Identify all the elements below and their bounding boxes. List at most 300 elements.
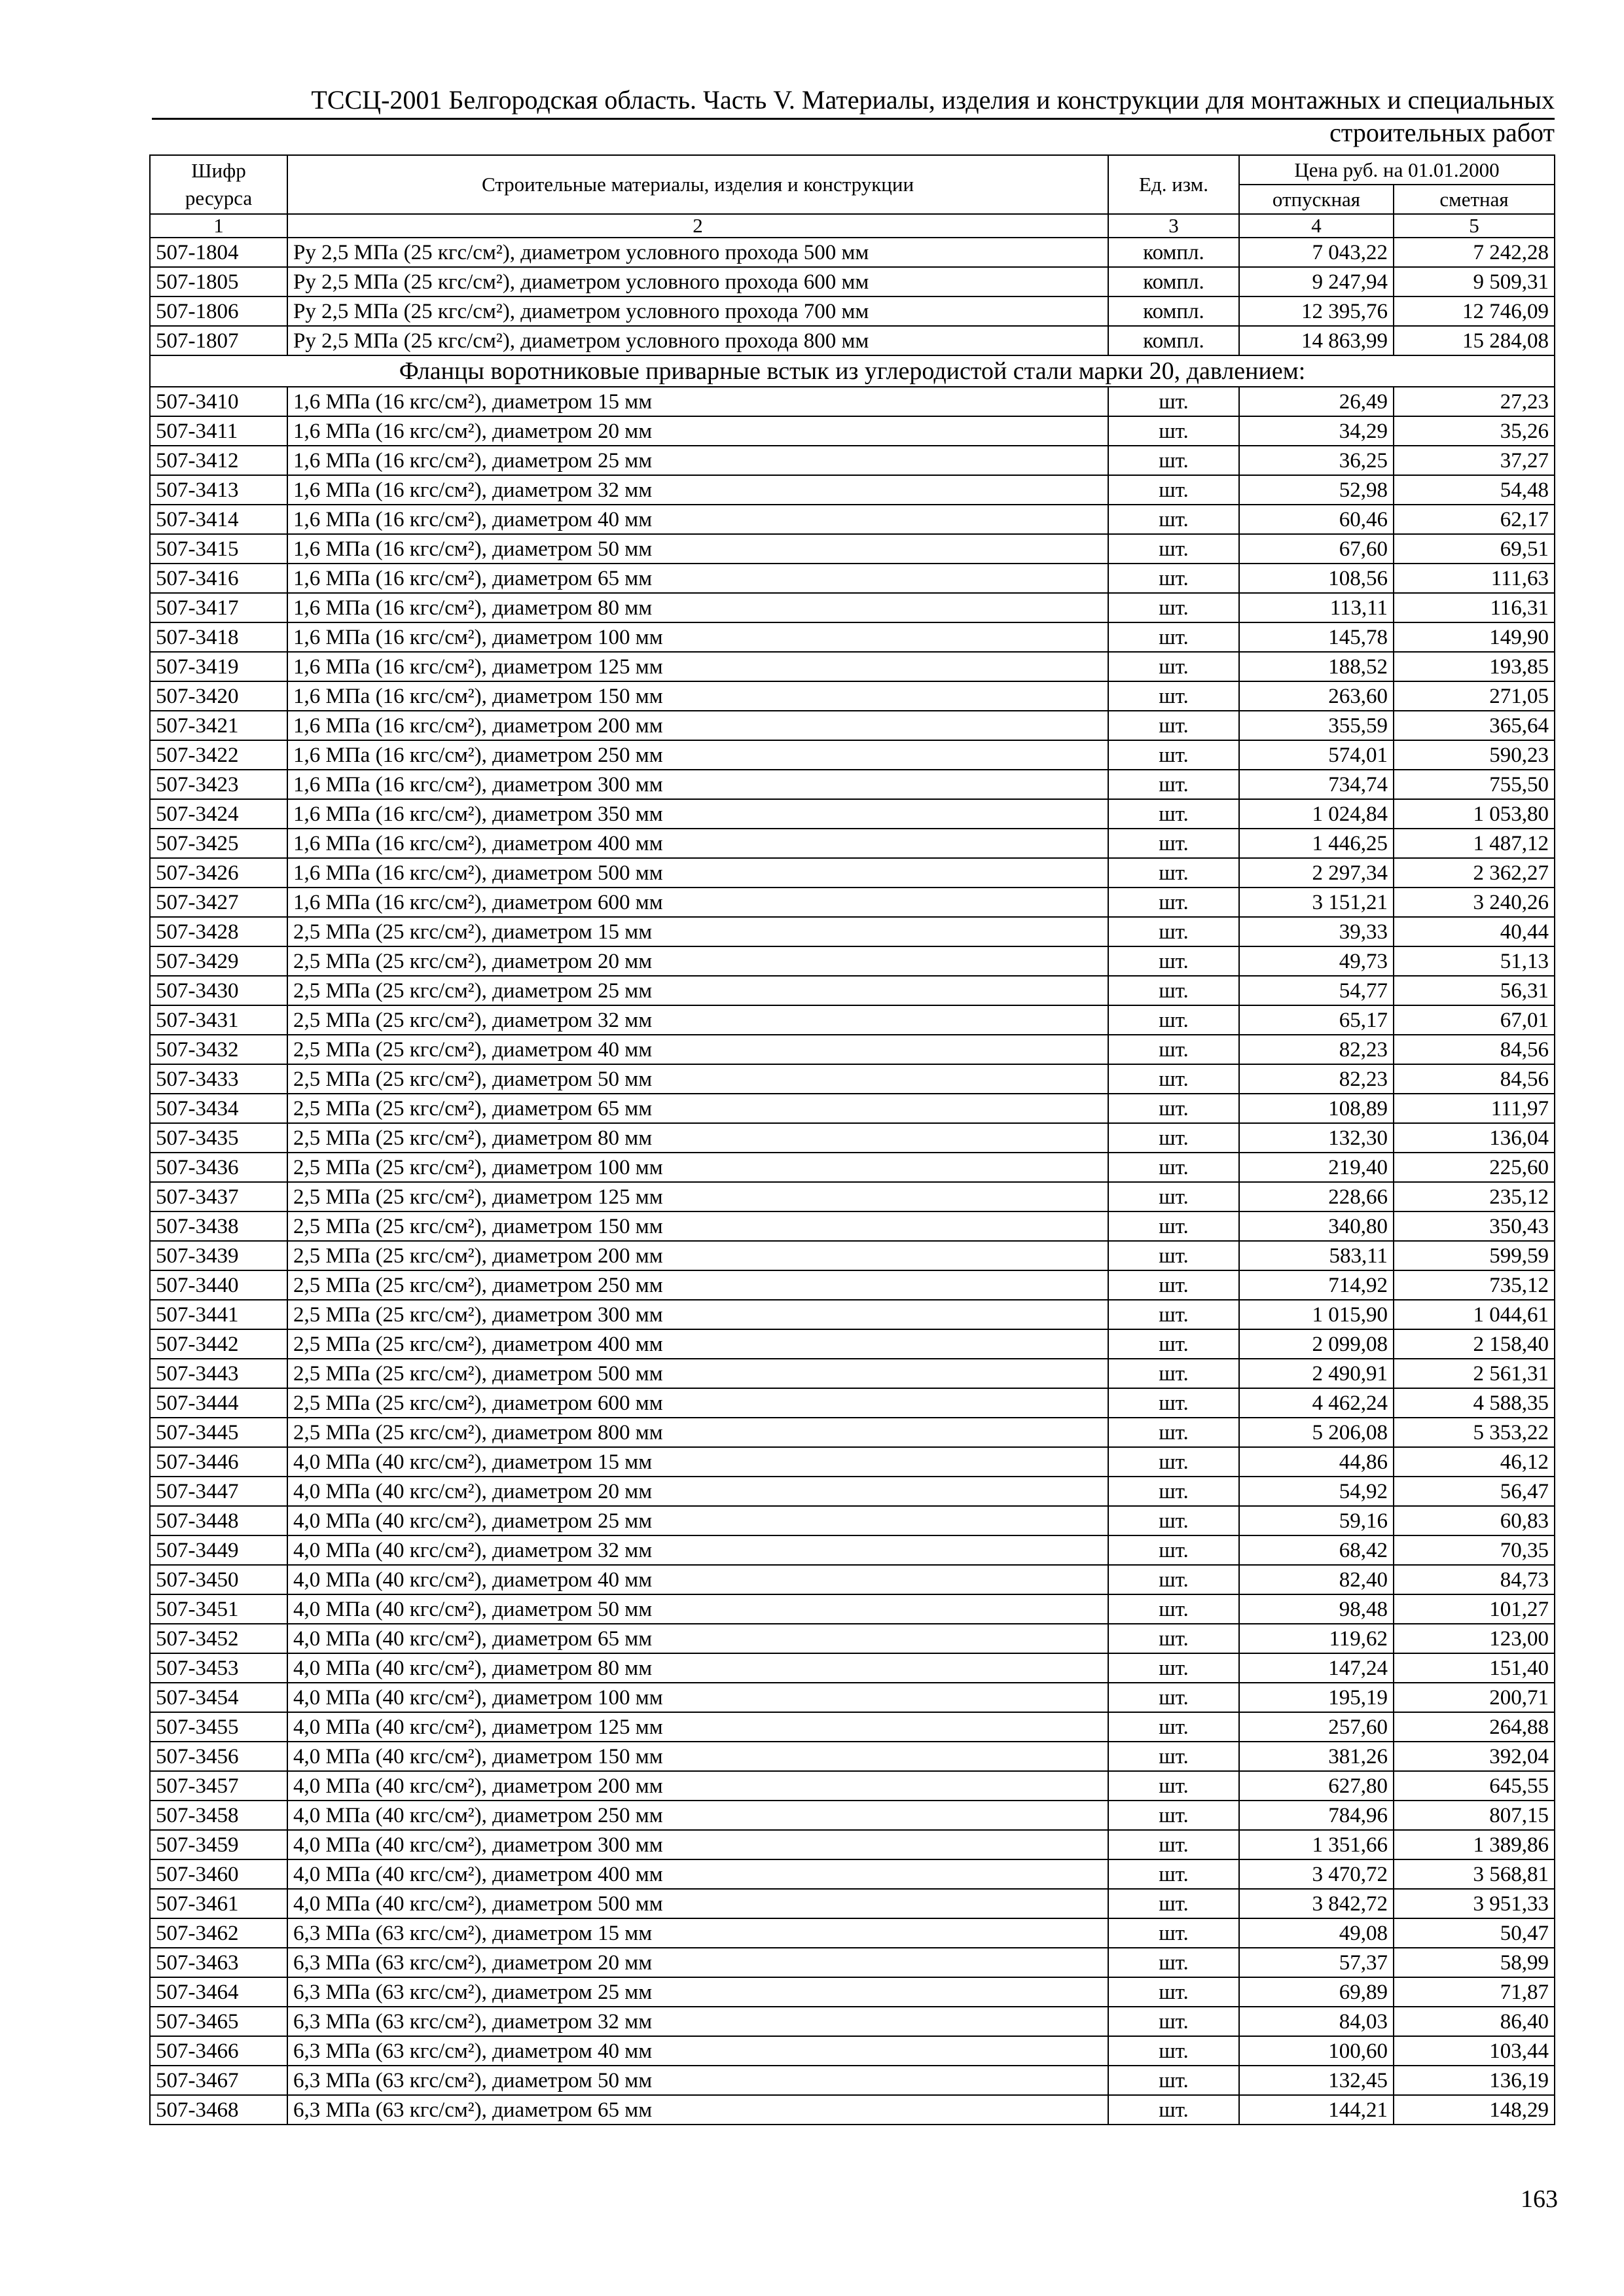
resource-code: 507-3427 xyxy=(150,888,287,917)
unit: шт. xyxy=(1108,1270,1239,1300)
price-estimate: 2 561,31 xyxy=(1394,1359,1555,1388)
resource-code: 507-3422 xyxy=(150,740,287,770)
price-release: 5 206,08 xyxy=(1239,1418,1394,1447)
table-row xyxy=(150,917,1555,946)
price-estimate: 1 044,61 xyxy=(1394,1300,1555,1329)
resource-code: 507-3441 xyxy=(150,1300,287,1329)
header-code xyxy=(150,155,287,214)
price-estimate: 62,17 xyxy=(1394,505,1555,534)
table-row xyxy=(150,1506,1555,1535)
price-release: 39,33 xyxy=(1239,917,1394,946)
material-name: 4,0 МПа (40 кгс/см²), диаметром 400 мм xyxy=(287,1859,1108,1889)
unit: шт. xyxy=(1108,593,1239,622)
resource-code: 507-3458 xyxy=(150,1801,287,1830)
unit: шт. xyxy=(1108,829,1239,858)
price-estimate: 101,27 xyxy=(1394,1594,1555,1624)
table-row xyxy=(150,799,1555,829)
material-name: 2,5 МПа (25 кгс/см²), диаметром 32 мм xyxy=(287,1005,1108,1035)
material-name: 1,6 МПа (16 кгс/см²), диаметром 50 мм xyxy=(287,534,1108,564)
price-release: 49,08 xyxy=(1239,1918,1394,1948)
table-row xyxy=(150,1123,1555,1153)
material-name: 2,5 МПа (25 кгс/см²), диаметром 50 мм xyxy=(287,1064,1108,1094)
price-release: 54,92 xyxy=(1239,1477,1394,1506)
unit: шт. xyxy=(1108,1359,1239,1388)
resource-code: 507-3418 xyxy=(150,622,287,652)
material-name: 2,5 МПа (25 кгс/см²), диаметром 65 мм xyxy=(287,1094,1108,1123)
material-name: 2,5 МПа (25 кгс/см²), диаметром 150 мм xyxy=(287,1211,1108,1241)
unit: шт. xyxy=(1108,416,1239,446)
material-name: 1,6 МПа (16 кгс/см²), диаметром 500 мм xyxy=(287,858,1108,888)
resource-code: 507-3439 xyxy=(150,1241,287,1270)
resource-code: 507-3423 xyxy=(150,770,287,799)
unit: шт. xyxy=(1108,1506,1239,1535)
price-estimate: 51,13 xyxy=(1394,946,1555,976)
price-release: 57,37 xyxy=(1239,1948,1394,1977)
material-name: 1,6 МПа (16 кгс/см²), диаметром 600 мм xyxy=(287,888,1108,917)
resource-code: 507-3446 xyxy=(150,1447,287,1477)
resource-code: 507-3431 xyxy=(150,1005,287,1035)
material-name: 6,3 МПа (63 кгс/см²), диаметром 40 мм xyxy=(287,2036,1108,2066)
table-row xyxy=(150,1094,1555,1123)
table-row xyxy=(150,1477,1555,1506)
material-name: 2,5 МПа (25 кгс/см²), диаметром 400 мм xyxy=(287,1329,1108,1359)
table-row xyxy=(150,1977,1555,2007)
unit: шт. xyxy=(1108,1005,1239,1035)
price-release: 54,77 xyxy=(1239,976,1394,1005)
price-estimate: 807,15 xyxy=(1394,1801,1555,1830)
price-release: 132,45 xyxy=(1239,2066,1394,2095)
resource-code: 507-1805 xyxy=(150,267,287,296)
table-row xyxy=(150,770,1555,799)
unit: шт. xyxy=(1108,1418,1239,1447)
price-release: 36,25 xyxy=(1239,446,1394,475)
material-name: 2,5 МПа (25 кгс/см²), диаметром 100 мм xyxy=(287,1153,1108,1182)
table-row xyxy=(150,1830,1555,1859)
column-number: 5 xyxy=(1394,214,1555,238)
resource-code: 507-3447 xyxy=(150,1477,287,1506)
table-row xyxy=(150,534,1555,564)
header-name: Строительные материалы, изделия и конструкции xyxy=(287,155,1108,214)
material-name: 4,0 МПа (40 кгс/см²), диаметром 150 мм xyxy=(287,1742,1108,1771)
header-line-2: строительных работ xyxy=(1329,118,1555,147)
resource-code: 507-3414 xyxy=(150,505,287,534)
resource-code: 507-1806 xyxy=(150,296,287,326)
price-estimate: 3 240,26 xyxy=(1394,888,1555,917)
resource-code: 507-3421 xyxy=(150,711,287,740)
unit: компл. xyxy=(1108,326,1239,355)
unit: шт. xyxy=(1108,446,1239,475)
resource-code: 507-3437 xyxy=(150,1182,287,1211)
price-release: 26,49 xyxy=(1239,387,1394,416)
price-release: 583,11 xyxy=(1239,1241,1394,1270)
price-estimate: 103,44 xyxy=(1394,2036,1555,2066)
price-release: 144,21 xyxy=(1239,2095,1394,2125)
material-name: 6,3 МПа (63 кгс/см²), диаметром 32 мм xyxy=(287,2007,1108,2036)
price-release: 119,62 xyxy=(1239,1624,1394,1653)
unit: компл. xyxy=(1108,238,1239,267)
price-release: 145,78 xyxy=(1239,622,1394,652)
table-row xyxy=(150,1064,1555,1094)
material-name: 4,0 МПа (40 кгс/см²), диаметром 100 мм xyxy=(287,1683,1108,1712)
section-row xyxy=(150,355,1555,387)
resource-code: 507-3460 xyxy=(150,1859,287,1889)
price-release: 113,11 xyxy=(1239,593,1394,622)
price-estimate: 37,27 xyxy=(1394,446,1555,475)
resource-code: 507-3467 xyxy=(150,2066,287,2095)
unit: шт. xyxy=(1108,2095,1239,2125)
resource-code: 507-3410 xyxy=(150,387,287,416)
unit: шт. xyxy=(1108,976,1239,1005)
table-row xyxy=(150,1005,1555,1035)
table-row xyxy=(150,1182,1555,1211)
price-estimate: 271,05 xyxy=(1394,681,1555,711)
resource-code: 507-3436 xyxy=(150,1153,287,1182)
unit: шт. xyxy=(1108,711,1239,740)
material-name: 4,0 МПа (40 кгс/см²), диаметром 250 мм xyxy=(287,1801,1108,1830)
unit: шт. xyxy=(1108,1300,1239,1329)
price-release: 65,17 xyxy=(1239,1005,1394,1035)
resource-code: 507-3432 xyxy=(150,1035,287,1064)
price-estimate: 84,73 xyxy=(1394,1565,1555,1594)
price-estimate: 3 951,33 xyxy=(1394,1889,1555,1918)
header-divider xyxy=(152,118,1555,120)
resource-code: 507-3449 xyxy=(150,1535,287,1565)
price-release: 132,30 xyxy=(1239,1123,1394,1153)
price-release: 228,66 xyxy=(1239,1182,1394,1211)
price-estimate: 148,29 xyxy=(1394,2095,1555,2125)
price-estimate: 56,31 xyxy=(1394,976,1555,1005)
unit: шт. xyxy=(1108,1447,1239,1477)
resource-code: 507-3435 xyxy=(150,1123,287,1153)
table-row xyxy=(150,564,1555,593)
price-estimate: 116,31 xyxy=(1394,593,1555,622)
material-name: Ру 2,5 МПа (25 кгс/см²), диаметром условного прохода 500 мм xyxy=(287,238,1108,267)
price-estimate: 365,64 xyxy=(1394,711,1555,740)
resource-code: 507-3444 xyxy=(150,1388,287,1418)
price-estimate: 2 158,40 xyxy=(1394,1329,1555,1359)
unit: шт. xyxy=(1108,740,1239,770)
table-row xyxy=(150,416,1555,446)
price-estimate: 54,48 xyxy=(1394,475,1555,505)
column-number: 1 xyxy=(150,214,287,238)
material-name: 1,6 МПа (16 кгс/см²), диаметром 32 мм xyxy=(287,475,1108,505)
material-name: 6,3 МПа (63 кгс/см²), диаметром 65 мм xyxy=(287,2095,1108,2125)
unit: шт. xyxy=(1108,770,1239,799)
unit: шт. xyxy=(1108,1742,1239,1771)
price-estimate: 235,12 xyxy=(1394,1182,1555,1211)
price-estimate: 5 353,22 xyxy=(1394,1418,1555,1447)
table-row xyxy=(150,387,1555,416)
unit: шт. xyxy=(1108,652,1239,681)
price-release: 9 247,94 xyxy=(1239,267,1394,296)
table-row xyxy=(150,1683,1555,1712)
resource-code: 507-1807 xyxy=(150,326,287,355)
price-release: 3 470,72 xyxy=(1239,1859,1394,1889)
material-name: 2,5 МПа (25 кгс/см²), диаметром 600 мм xyxy=(287,1388,1108,1418)
price-estimate: 84,56 xyxy=(1394,1064,1555,1094)
price-estimate: 84,56 xyxy=(1394,1035,1555,1064)
price-estimate: 200,71 xyxy=(1394,1683,1555,1712)
material-name: 1,6 МПа (16 кгс/см²), диаметром 20 мм xyxy=(287,416,1108,446)
unit: шт. xyxy=(1108,1153,1239,1182)
table-row xyxy=(150,1241,1555,1270)
table-row xyxy=(150,711,1555,740)
resource-code: 507-3445 xyxy=(150,1418,287,1447)
price-release: 60,46 xyxy=(1239,505,1394,534)
price-release: 219,40 xyxy=(1239,1153,1394,1182)
unit: шт. xyxy=(1108,1241,1239,1270)
price-release: 68,42 xyxy=(1239,1535,1394,1565)
price-release: 82,23 xyxy=(1239,1064,1394,1094)
unit: шт. xyxy=(1108,1653,1239,1683)
price-release: 82,23 xyxy=(1239,1035,1394,1064)
unit: шт. xyxy=(1108,1035,1239,1064)
table-row xyxy=(150,1035,1555,1064)
price-release: 34,29 xyxy=(1239,416,1394,446)
material-name: Ру 2,5 МПа (25 кгс/см²), диаметром условного прохода 600 мм xyxy=(287,267,1108,296)
price-release: 4 462,24 xyxy=(1239,1388,1394,1418)
unit: шт. xyxy=(1108,1094,1239,1123)
resource-code: 507-3429 xyxy=(150,946,287,976)
resource-code: 507-3455 xyxy=(150,1712,287,1742)
price-estimate: 392,04 xyxy=(1394,1742,1555,1771)
price-estimate: 1 053,80 xyxy=(1394,799,1555,829)
resource-code: 507-3442 xyxy=(150,1329,287,1359)
material-name: 4,0 МПа (40 кгс/см²), диаметром 500 мм xyxy=(287,1889,1108,1918)
material-name: 4,0 МПа (40 кгс/см²), диаметром 300 мм xyxy=(287,1830,1108,1859)
price-release: 1 351,66 xyxy=(1239,1830,1394,1859)
unit: шт. xyxy=(1108,2066,1239,2095)
price-release: 49,73 xyxy=(1239,946,1394,976)
table-row xyxy=(150,326,1555,355)
material-name: Ру 2,5 МПа (25 кгс/см²), диаметром условного прохода 800 мм xyxy=(287,326,1108,355)
unit: шт. xyxy=(1108,1918,1239,1948)
price-estimate: 27,23 xyxy=(1394,387,1555,416)
unit: шт. xyxy=(1108,1801,1239,1830)
table-row xyxy=(150,1712,1555,1742)
table-body xyxy=(150,214,1555,2125)
column-number: 2 xyxy=(287,214,1108,238)
price-release: 784,96 xyxy=(1239,1801,1394,1830)
header-line-1: ТССЦ-2001 Белгородская область. Часть V. Материалы, изделия и конструкции для монтажных и специальных xyxy=(311,85,1555,115)
unit: шт. xyxy=(1108,387,1239,416)
price-estimate: 350,43 xyxy=(1394,1211,1555,1241)
unit: шт. xyxy=(1108,1123,1239,1153)
table-row xyxy=(150,267,1555,296)
unit: шт. xyxy=(1108,917,1239,946)
material-name: 4,0 МПа (40 кгс/см²), диаметром 15 мм xyxy=(287,1447,1108,1477)
unit: шт. xyxy=(1108,1830,1239,1859)
header-code-text: Шифр ресурса xyxy=(185,159,253,209)
material-name: 4,0 МПа (40 кгс/см²), диаметром 40 мм xyxy=(287,1565,1108,1594)
table-row xyxy=(150,505,1555,534)
price-estimate: 4 588,35 xyxy=(1394,1388,1555,1418)
material-name: 4,0 МПа (40 кгс/см²), диаметром 80 мм xyxy=(287,1653,1108,1683)
price-estimate: 111,97 xyxy=(1394,1094,1555,1123)
price-release: 82,40 xyxy=(1239,1565,1394,1594)
table-row xyxy=(150,976,1555,1005)
resource-code: 507-3430 xyxy=(150,976,287,1005)
resource-code: 507-3440 xyxy=(150,1270,287,1300)
price-release: 2 297,34 xyxy=(1239,858,1394,888)
price-estimate: 136,19 xyxy=(1394,2066,1555,2095)
table-row xyxy=(150,681,1555,711)
table-row xyxy=(150,593,1555,622)
column-number: 3 xyxy=(1108,214,1239,238)
resource-code: 507-3424 xyxy=(150,799,287,829)
table-row xyxy=(150,1859,1555,1889)
table-row xyxy=(150,475,1555,505)
price-estimate: 7 242,28 xyxy=(1394,238,1555,267)
table-row xyxy=(150,829,1555,858)
table-row xyxy=(150,1359,1555,1388)
unit: шт. xyxy=(1108,534,1239,564)
table-row xyxy=(150,888,1555,917)
unit: шт. xyxy=(1108,2036,1239,2066)
price-release: 7 043,22 xyxy=(1239,238,1394,267)
table-row xyxy=(150,1624,1555,1653)
price-release: 355,59 xyxy=(1239,711,1394,740)
material-name: 6,3 МПа (63 кгс/см²), диаметром 25 мм xyxy=(287,1977,1108,2007)
price-release: 44,86 xyxy=(1239,1447,1394,1477)
price-estimate: 755,50 xyxy=(1394,770,1555,799)
table-row xyxy=(150,622,1555,652)
resource-code: 507-3417 xyxy=(150,593,287,622)
unit: шт. xyxy=(1108,1064,1239,1094)
header-price: Цена руб. на 01.01.2000 xyxy=(1239,155,1555,185)
column-number: 4 xyxy=(1239,214,1394,238)
material-name: 4,0 МПа (40 кгс/см²), диаметром 125 мм xyxy=(287,1712,1108,1742)
price-release: 714,92 xyxy=(1239,1270,1394,1300)
price-estimate: 590,23 xyxy=(1394,740,1555,770)
unit: шт. xyxy=(1108,1388,1239,1418)
unit: шт. xyxy=(1108,1859,1239,1889)
price-estimate: 225,60 xyxy=(1394,1153,1555,1182)
price-release: 734,74 xyxy=(1239,770,1394,799)
price-release: 257,60 xyxy=(1239,1712,1394,1742)
material-name: 4,0 МПа (40 кгс/см²), диаметром 65 мм xyxy=(287,1624,1108,1653)
table-row xyxy=(150,652,1555,681)
material-name: 4,0 МПа (40 кгс/см²), диаметром 20 мм xyxy=(287,1477,1108,1506)
resource-code: 507-3438 xyxy=(150,1211,287,1241)
table-row xyxy=(150,858,1555,888)
table-row xyxy=(150,1153,1555,1182)
unit: шт. xyxy=(1108,505,1239,534)
unit: шт. xyxy=(1108,1535,1239,1565)
resource-code: 507-1804 xyxy=(150,238,287,267)
unit: шт. xyxy=(1108,1948,1239,1977)
material-name: 2,5 МПа (25 кгс/см²), диаметром 125 мм xyxy=(287,1182,1108,1211)
price-release: 2 490,91 xyxy=(1239,1359,1394,1388)
price-estimate: 1 487,12 xyxy=(1394,829,1555,858)
price-release: 84,03 xyxy=(1239,2007,1394,2036)
price-release: 12 395,76 xyxy=(1239,296,1394,326)
price-estimate: 58,99 xyxy=(1394,1948,1555,1977)
resource-code: 507-3461 xyxy=(150,1889,287,1918)
resource-code: 507-3451 xyxy=(150,1594,287,1624)
resource-code: 507-3433 xyxy=(150,1064,287,1094)
price-estimate: 35,26 xyxy=(1394,416,1555,446)
resource-code: 507-3457 xyxy=(150,1771,287,1801)
resource-code: 507-3416 xyxy=(150,564,287,593)
price-estimate: 46,12 xyxy=(1394,1447,1555,1477)
price-release: 100,60 xyxy=(1239,2036,1394,2066)
price-estimate: 40,44 xyxy=(1394,917,1555,946)
price-release: 67,60 xyxy=(1239,534,1394,564)
table-row xyxy=(150,1948,1555,1977)
unit: шт. xyxy=(1108,1329,1239,1359)
resource-code: 507-3462 xyxy=(150,1918,287,1948)
unit: шт. xyxy=(1108,1211,1239,1241)
price-estimate: 599,59 xyxy=(1394,1241,1555,1270)
price-release: 574,01 xyxy=(1239,740,1394,770)
table-row xyxy=(150,2036,1555,2066)
price-release: 195,19 xyxy=(1239,1683,1394,1712)
header-price-estimate: сметная xyxy=(1394,185,1555,214)
unit: шт. xyxy=(1108,1683,1239,1712)
price-release: 59,16 xyxy=(1239,1506,1394,1535)
price-estimate: 735,12 xyxy=(1394,1270,1555,1300)
table-row xyxy=(150,1329,1555,1359)
resource-code: 507-3448 xyxy=(150,1506,287,1535)
resource-code: 507-3426 xyxy=(150,858,287,888)
material-name: 1,6 МПа (16 кгс/см²), диаметром 350 мм xyxy=(287,799,1108,829)
material-name: Ру 2,5 МПа (25 кгс/см²), диаметром условного прохода 700 мм xyxy=(287,296,1108,326)
material-name: 4,0 МПа (40 кгс/см²), диаметром 25 мм xyxy=(287,1506,1108,1535)
material-name: 2,5 МПа (25 кгс/см²), диаметром 25 мм xyxy=(287,976,1108,1005)
material-name: 4,0 МПа (40 кгс/см²), диаметром 50 мм xyxy=(287,1594,1108,1624)
resource-code: 507-3463 xyxy=(150,1948,287,1977)
table-row xyxy=(150,1653,1555,1683)
material-name: 1,6 МПа (16 кгс/см²), диаметром 125 мм xyxy=(287,652,1108,681)
price-release: 3 842,72 xyxy=(1239,1889,1394,1918)
unit: шт. xyxy=(1108,888,1239,917)
unit: шт. xyxy=(1108,858,1239,888)
table-row xyxy=(150,1535,1555,1565)
price-release: 1 024,84 xyxy=(1239,799,1394,829)
section-title: Фланцы воротниковые приварные встык из углеродистой стали марки 20, давлением: xyxy=(150,355,1555,387)
table-row xyxy=(150,1270,1555,1300)
unit: шт. xyxy=(1108,475,1239,505)
price-estimate: 149,90 xyxy=(1394,622,1555,652)
unit: шт. xyxy=(1108,1889,1239,1918)
material-name: 4,0 МПа (40 кгс/см²), диаметром 200 мм xyxy=(287,1771,1108,1801)
header-unit xyxy=(1108,155,1239,214)
material-name: 2,5 МПа (25 кгс/см²), диаметром 20 мм xyxy=(287,946,1108,976)
resource-code: 507-3415 xyxy=(150,534,287,564)
unit: шт. xyxy=(1108,681,1239,711)
price-estimate: 71,87 xyxy=(1394,1977,1555,2007)
price-release: 108,56 xyxy=(1239,564,1394,593)
material-name: 1,6 МПа (16 кгс/см²), диаметром 150 мм xyxy=(287,681,1108,711)
price-estimate: 151,40 xyxy=(1394,1653,1555,1683)
price-estimate: 123,00 xyxy=(1394,1624,1555,1653)
table-row xyxy=(150,1801,1555,1830)
table-row xyxy=(150,1388,1555,1418)
price-estimate: 50,47 xyxy=(1394,1918,1555,1948)
material-name: 2,5 МПа (25 кгс/см²), диаметром 200 мм xyxy=(287,1241,1108,1270)
material-name: 1,6 МПа (16 кгс/см²), диаметром 400 мм xyxy=(287,829,1108,858)
resource-code: 507-3459 xyxy=(150,1830,287,1859)
price-estimate: 15 284,08 xyxy=(1394,326,1555,355)
unit: компл. xyxy=(1108,267,1239,296)
unit: шт. xyxy=(1108,1712,1239,1742)
price-estimate: 69,51 xyxy=(1394,534,1555,564)
unit: шт. xyxy=(1108,622,1239,652)
resource-code: 507-3434 xyxy=(150,1094,287,1123)
table-row xyxy=(150,946,1555,976)
price-release: 188,52 xyxy=(1239,652,1394,681)
